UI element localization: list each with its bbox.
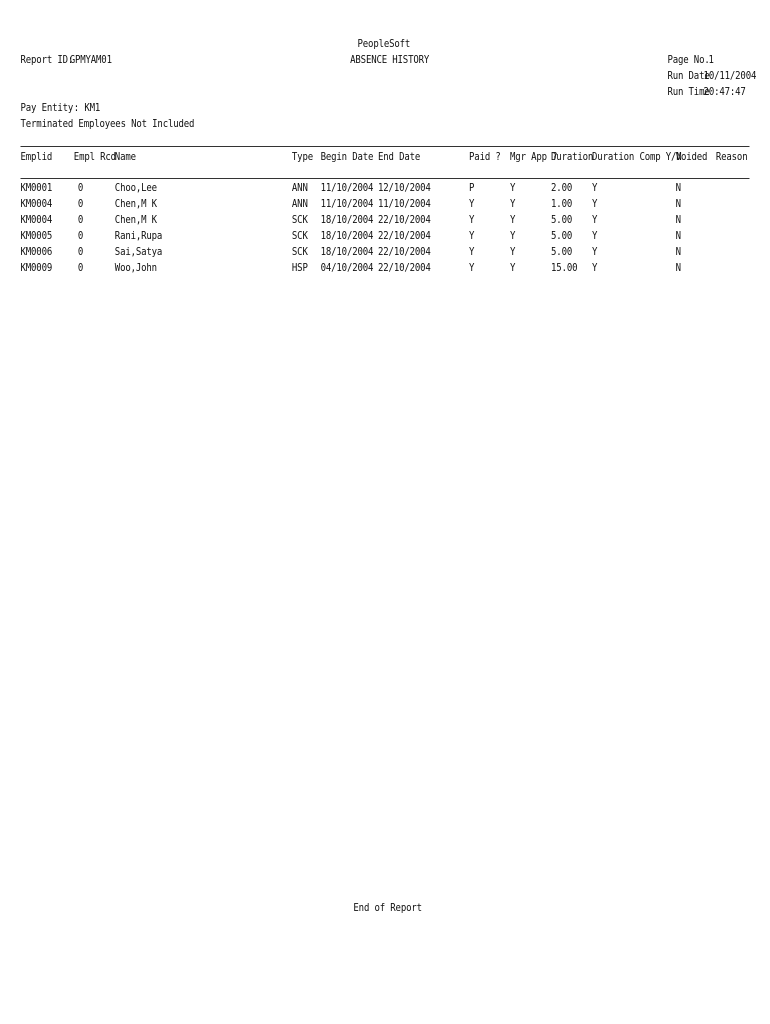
report-id-label: Report ID: [20,53,74,66]
cell-emplid: KM0004 [20,213,53,226]
cell-mgr-app: Y [510,213,516,226]
cell-type: SCK [291,229,308,242]
run-date-label: Run Date [667,69,710,82]
cell-emplid: KM0005 [20,229,53,242]
col-voided: Voided [675,150,708,163]
col-duration: Duration [551,150,594,163]
cell-empl-rcd: 0 [77,229,84,242]
cell-emplid: KM0001 [20,181,53,194]
cell-mgr-app: Y [510,197,516,210]
cell-type: HSP [291,261,308,274]
cell-paid: Y [469,213,475,226]
cell-voided: N [675,229,681,242]
cell-duration: 5.00 [551,245,573,258]
cell-end-date: 11/10/2004 [378,197,431,210]
cell-duration-comp: Y [592,261,598,274]
page-no-label: Page No. [667,53,710,66]
col-begin-date: Begin Date [320,150,374,163]
col-empl-rcd: Empl Rcd [73,150,116,163]
cell-type: ANN [291,181,308,194]
col-paid: Paid ? [469,150,501,163]
cell-duration-comp: Y [592,213,598,226]
cell-type: ANN [291,197,308,210]
pay-entity-value: : KM1 [73,101,101,114]
col-duration-comp: Duration Comp Y/N [592,150,682,163]
terminated-note: Terminated Employees Not Included [20,117,195,130]
cell-type: SCK [291,245,308,258]
cell-mgr-app: Y [510,261,516,274]
cell-begin-date: 04/10/2004 [320,261,374,274]
cell-emplid: KM0006 [20,245,53,258]
col-end-date: End Date [378,150,421,163]
cell-empl-rcd: 0 [77,181,84,194]
cell-duration-comp: Y [592,181,598,194]
cell-name: Chen,M K [114,213,157,226]
run-time-value: 20:47:47 [703,85,746,98]
cell-duration-comp: Y [592,229,598,242]
cell-begin-date: 18/10/2004 [320,229,374,242]
cell-duration: 5.00 [551,229,573,242]
cell-duration: 15.00 [551,261,578,274]
cell-voided: N [675,197,681,210]
cell-empl-rcd: 0 [77,213,84,226]
cell-mgr-app: Y [510,181,516,194]
cell-name: Woo,John [114,261,157,274]
cell-empl-rcd: 0 [77,261,84,274]
cell-emplid: KM0009 [20,261,53,274]
pay-entity-label: Pay Entity [20,101,74,114]
col-name: Name [114,150,136,163]
col-emplid: Emplid [20,150,53,163]
cell-empl-rcd: 0 [77,245,84,258]
cell-name: Choo,Lee [114,181,157,194]
cell-end-date: 22/10/2004 [378,229,431,242]
cell-duration-comp: Y [592,197,598,210]
page-no-value: 1 [708,53,714,66]
cell-duration-comp: Y [592,245,598,258]
run-time-label: Run Time [667,85,710,98]
col-mgr-app: Mgr App ? [510,150,558,163]
cell-end-date: 12/10/2004 [378,181,431,194]
end-of-report: End of Report [353,901,422,914]
col-type: Type [291,150,313,163]
cell-mgr-app: Y [510,229,516,242]
cell-paid: Y [469,229,475,242]
col-reason: Reason [715,150,748,163]
cell-voided: N [675,261,681,274]
cell-name: Sai,Satya [114,245,163,258]
cell-begin-date: 18/10/2004 [320,245,374,258]
cell-mgr-app: Y [510,245,516,258]
report-title: ABSENCE HISTORY [350,53,430,66]
run-date-value: 10/11/2004 [703,69,757,82]
cell-name: Chen,M K [114,197,157,210]
cell-end-date: 22/10/2004 [378,245,431,258]
cell-paid: Y [469,261,475,274]
cell-voided: N [675,213,681,226]
cell-end-date: 22/10/2004 [378,213,431,226]
cell-empl-rcd: 0 [77,197,84,210]
cell-name: Rani,Rupa [114,229,163,242]
cell-voided: N [675,181,681,194]
header-rule-top [21,146,750,147]
app-name: PeopleSoft [357,37,411,50]
cell-paid: P [469,181,475,194]
cell-begin-date: 18/10/2004 [320,213,374,226]
cell-paid: Y [469,245,475,258]
cell-duration: 5.00 [551,213,573,226]
report-id-value: GPMYAM01 [69,53,112,66]
cell-emplid: KM0004 [20,197,53,210]
cell-begin-date: 11/10/2004 [320,197,374,210]
cell-end-date: 22/10/2004 [378,261,431,274]
cell-voided: N [675,245,681,258]
cell-begin-date: 11/10/2004 [320,181,374,194]
header-rule-bottom [21,178,750,179]
cell-type: SCK [291,213,308,226]
cell-paid: Y [469,197,475,210]
cell-duration: 1.00 [551,197,573,210]
cell-duration: 2.00 [551,181,573,194]
